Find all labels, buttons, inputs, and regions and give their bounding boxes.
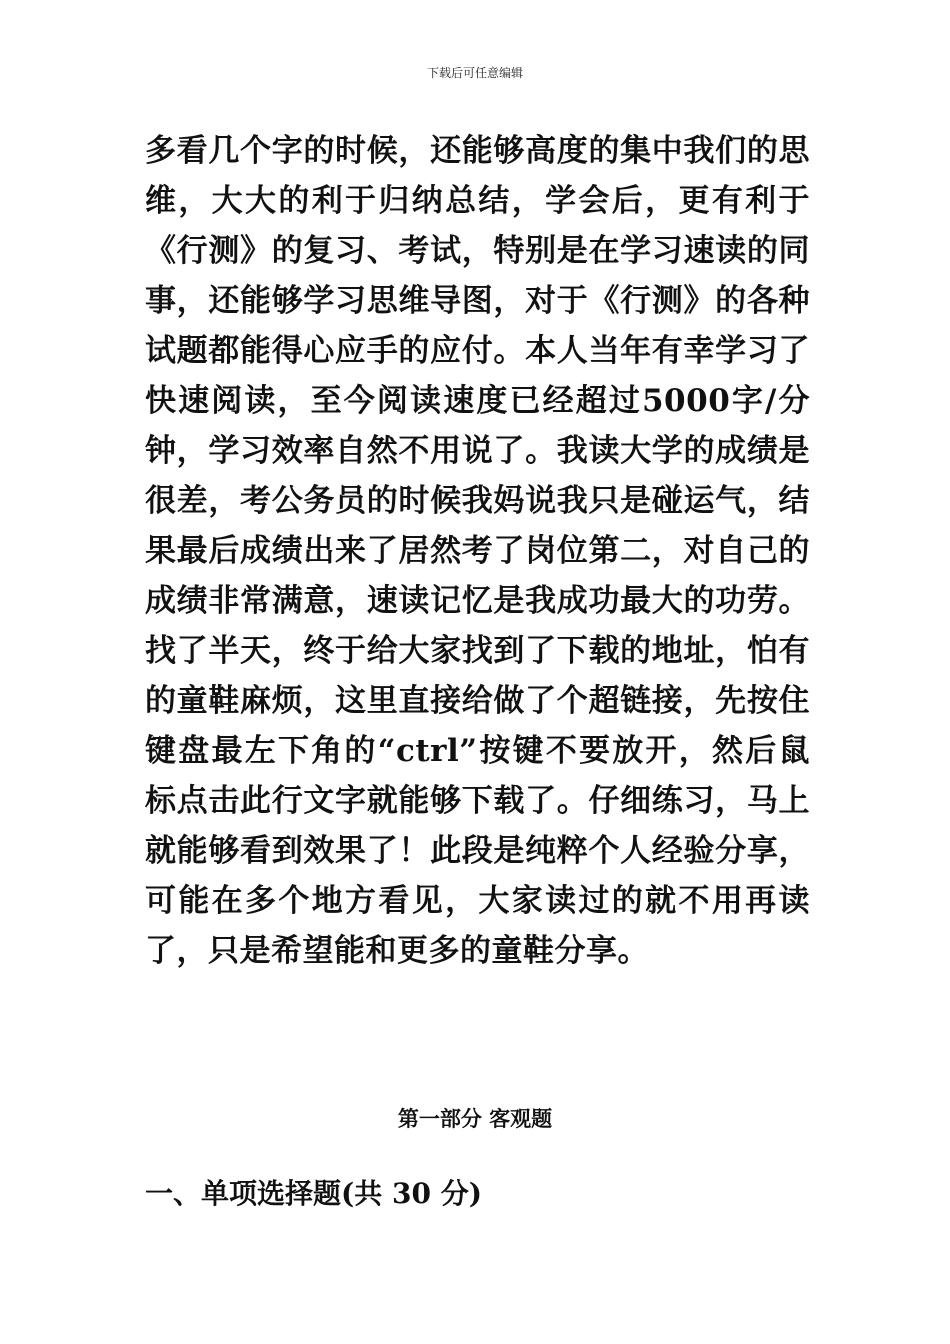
section-title: 第一部分 客观题 <box>397 1106 553 1131</box>
question-group-title: 一、单项选择题(共 30 分) <box>145 1177 482 1210</box>
page-header-note: 下载后可任意编辑 <box>426 66 523 80</box>
body-paragraph: 多看几个字的时候，还能够高度的集中我们的思维，大大的利于归纳总结，学会后，更有利于《行测》的复习、考试，特别是在学习速读的同事，还能够学习思维导图，对于《行测》的各种试题都能得心应手的应付。本人当年有幸学习了快速阅读，至今阅读速度已经超过5000字/分钟，学习效率自然不用说了。我读大学的成绩是很差，考公务员的时候我妈说我只是碰运气，结果最后成绩出来了居然考了岗位第二，对自己的成绩非常满意，速读记忆是我成功最大的功劳。找了半天，终于给大家找到了下载的地址，怕有的童鞋麻烦，这里直接给做了个超链接，先按住键盘最左下角的“ctrl”按键不要放开，然后鼠标点击此行文字就能够下载了。仔细练习，马上就能够看到效果了！此段是纯粹个人经验分享，可能在多个地方看见，大家读过的就不用再读了，只是希望能和更多的童鞋分享。 <box>145 133 810 969</box>
